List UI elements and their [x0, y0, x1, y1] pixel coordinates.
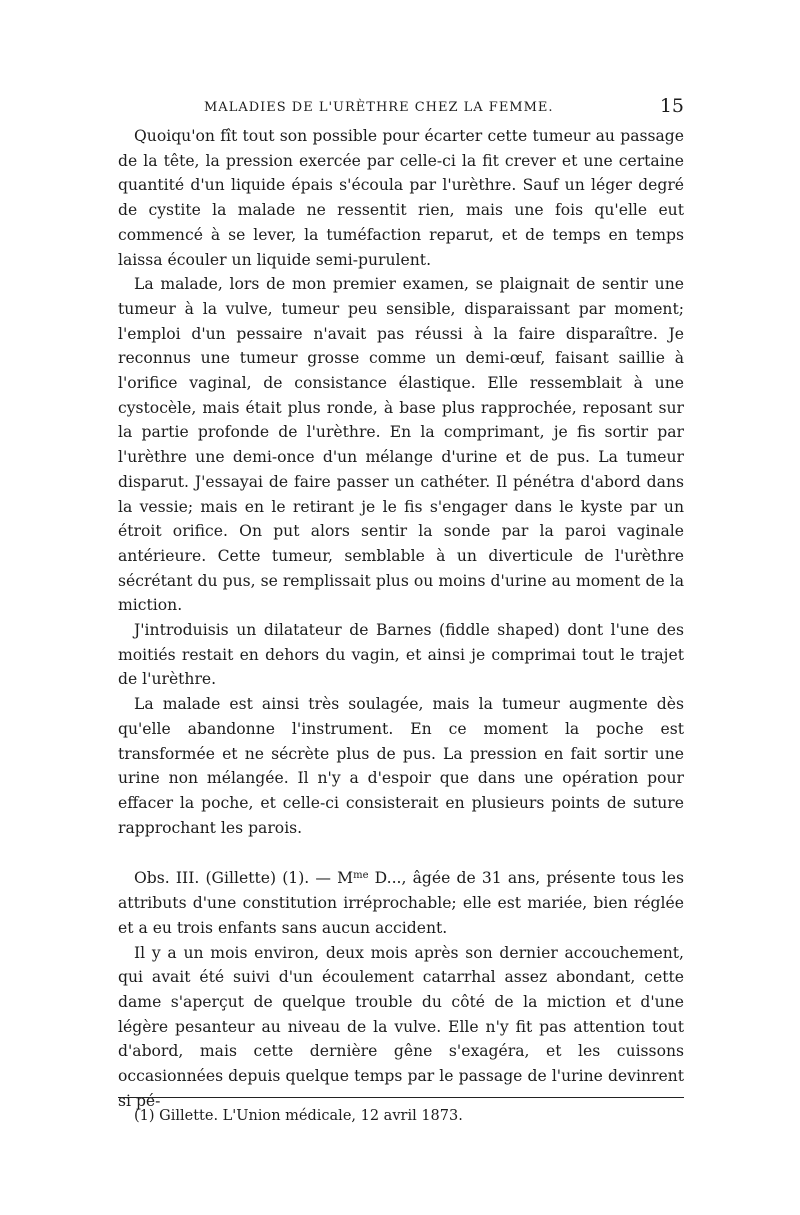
section-gap [118, 840, 684, 864]
footnote-divider [118, 1097, 684, 1098]
running-head-title: MALADIES DE L'URÈTHRE CHEZ LA FEMME. [204, 100, 554, 115]
observation-label: Obs. III. (Gillette) (1). — M [134, 869, 354, 888]
paragraph-1: Quoiqu'on fît tout son possible pour écarter cette tumeur au passage de la tête, la pression exercée par celle-ci la fit crever et une certaine quantité d'un liquide épais s'écoula par l'urèthre. Sauf un léger degré de cystite la malade ne ressentit rien, mais une fois qu'elle eut commencé à se lever, la tuméfaction reparut, et de temps en temps laissa écouler un liquide semi-purulent. [118, 127, 684, 269]
running-head [118, 95, 684, 124]
observation-title-sup: me [353, 870, 369, 882]
observation-text: D..., âgée de 31 ans, présente tous les attributs d'une constitution irréprochable; elle est mariée, bien réglée et a eu trois enfants sans aucun accident. [118, 869, 684, 937]
footnote: (1) Gillette. L'Union médicale, 12 avril 1873. [134, 1108, 463, 1124]
observation-paragraph [118, 864, 684, 940]
page [118, 95, 684, 1113]
paragraph-3: J'introduisis un dilatateur de Barnes (fiddle shaped) dont l'une des moitiés restait en dehors du vagin, et ainsi je comprimai tout le trajet de l'urèthre. [118, 621, 684, 689]
paragraph-4: La malade est ainsi très soulagée, mais la tumeur augmente dès qu'elle abandonne l'instrument. En ce moment la poche est transformée et ne sécrète plus de pus. La pression en fait sortir une urine non mélangée. Il n'y a d'espoir que dans une opération pour effacer la poche, et celle-ci consisterait en plusieurs points de suture rapprochant les parois. [118, 695, 684, 837]
paragraph-2: La malade, lors de mon premier examen, se plaignait de sentir une tumeur à la vulve, tumeur peu sensible, disparaissant par moment; l'emploi d'un pessaire n'avait pas réussi à la faire disparaître. Je reconnus une tumeur grosse comme un demi-œuf, faisant saillie à l'orifice vaginal, de consistance élastique. Elle ressemblait à une cystocèle, mais était plus ronde, à base plus rapprochée, reposant sur la partie profonde de l'urèthre. En la comprimant, je fis sortir par l'urèthre une demi-once d'un mélange d'urine et de pus. La tumeur disparut. J'essayai de faire passer un cathéter. Il pénétra d'abord dans la vessie; mais en le retirant je le fis s'engager dans le kyste par un étroit orifice. On put alors sentir la sonde par la paroi vaginale antérieure. Cette tumeur, semblable à un diverticule de l'urèthre sécrétant du pus, se remplissait plus ou moins d'urine au moment de la miction. [118, 275, 684, 615]
paragraph-last: Il y a un mois environ, deux mois après son dernier accouchement, qui avait été suivi d'un écoulement catarrhal assez abondant, cette dame s'aperçut de quelque trouble du côté de la miction et d'une légère pesanteur au niveau de la vulve. Elle n'y fit pas attention tout d'abord, mais cette dernière gêne s'exagéra, et les cuissons occasionnées depuis quelque temps par le passage de l'urine devinrent si pé- [118, 943, 684, 1110]
page-number: 15 [659, 95, 684, 117]
